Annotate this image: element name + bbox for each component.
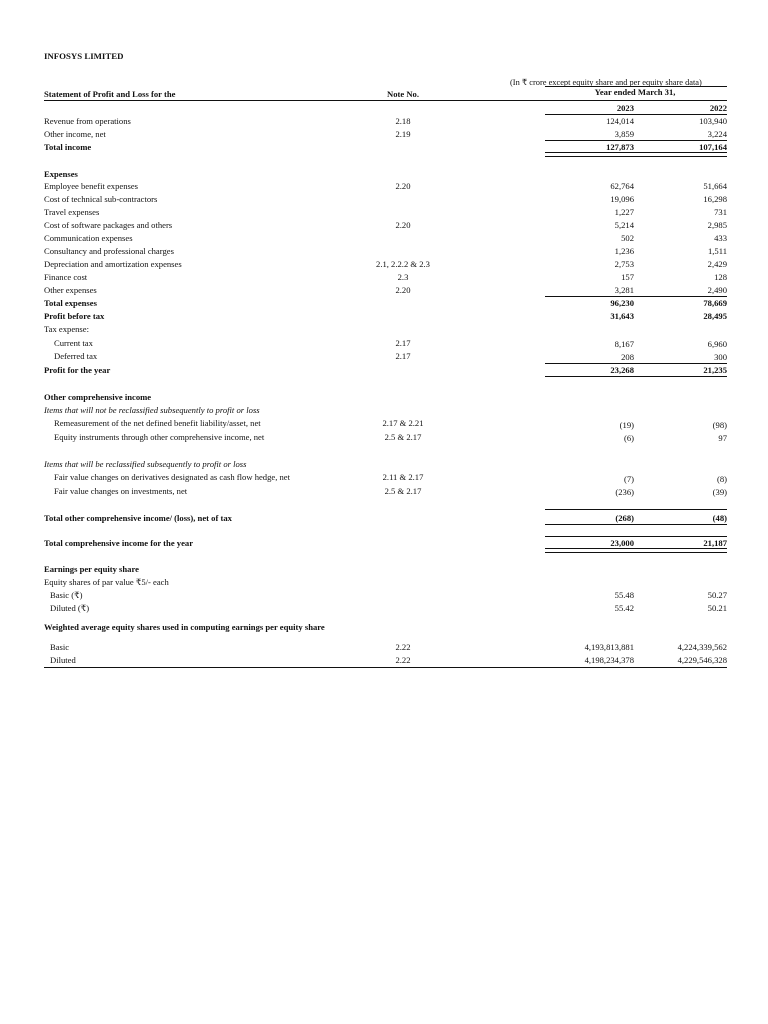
row-2022: 21,187	[703, 538, 727, 548]
row-note: 2.19	[395, 129, 411, 139]
row-note: 2.18	[395, 116, 411, 126]
row-2022: 28,495	[703, 311, 727, 321]
row-2022: 300	[714, 352, 727, 362]
row-2022: 2,985	[707, 220, 727, 230]
row-2023: 8,167	[614, 339, 634, 349]
row-2022: 78,669	[703, 298, 727, 308]
row-2023: 3,281	[614, 285, 634, 295]
row-2023: 208	[621, 352, 634, 362]
row-note: 2.3	[397, 272, 409, 282]
row-2023: 31,643	[610, 311, 634, 321]
row-note: 2.20	[395, 220, 411, 230]
table-bottom-rule	[44, 667, 727, 668]
total-rule	[545, 524, 727, 525]
row-2023: 55.48	[614, 590, 634, 600]
weighted-average-heading: Weighted average equity shares used in computing earnings per equity share	[44, 622, 325, 632]
row-2022: (8)	[716, 474, 727, 484]
row-label: Remeasurement of the net defined benefit liability/asset, net	[54, 418, 261, 428]
row-2022: (48)	[712, 513, 727, 523]
eps-heading: Earnings per equity share	[44, 564, 139, 574]
row-2022: 1,511	[707, 246, 727, 256]
row-label: Cost of technical sub-contractors	[44, 194, 158, 204]
row-label: Equity instruments through other comprehensive income, net	[54, 432, 265, 442]
oci-heading: Other comprehensive income	[44, 392, 152, 402]
row-label: Travel expenses	[44, 207, 100, 217]
row-2023: (7)	[623, 474, 634, 484]
row-2023: 1,236	[614, 246, 634, 256]
row-2022: 4,224,339,562	[677, 642, 727, 652]
row-2023: 3,859	[614, 129, 634, 139]
row-label: Total income	[44, 142, 92, 152]
row-2023: (19)	[619, 420, 634, 430]
year-rule	[545, 114, 727, 115]
subtotal-rule	[545, 363, 727, 364]
subtotal-rule	[545, 536, 727, 537]
row-2023: 5,214	[614, 220, 634, 230]
row-label: Depreciation and amortization expenses	[44, 259, 182, 269]
row-label: Diluted	[50, 655, 76, 665]
row-label: Total expenses	[44, 298, 97, 308]
company-name: INFOSYS LIMITED	[44, 51, 124, 61]
row-2022: 2,490	[707, 285, 727, 295]
row-label: Profit before tax	[44, 311, 105, 321]
header-rule	[44, 100, 727, 101]
row-2022: 103,940	[699, 116, 727, 126]
row-label: Current tax	[54, 338, 93, 348]
row-label: Communication expenses	[44, 233, 133, 243]
row-note: 2.20	[395, 285, 411, 295]
row-label: Profit for the year	[44, 365, 111, 375]
period-header: Year ended March 31,	[594, 87, 676, 97]
row-2022: 6,960	[707, 339, 727, 349]
row-2023: (6)	[623, 433, 634, 443]
row-2022: 107,164	[699, 142, 727, 152]
row-note: 2.22	[395, 655, 411, 665]
row-label: Total other comprehensive income/ (loss), net of tax	[44, 513, 232, 523]
row-2023: 62,764	[610, 181, 634, 191]
row-label: Consultancy and professional charges	[44, 246, 174, 256]
row-2023: 2,753	[614, 259, 634, 269]
row-2023: 19,096	[610, 194, 634, 204]
row-label: Other expenses	[44, 285, 97, 295]
row-2023: 502	[621, 233, 634, 243]
row-note: 2.17 & 2.21	[382, 418, 424, 428]
row-2022: 21,235	[703, 365, 727, 375]
tax-expense-label: Tax expense:	[44, 324, 89, 334]
row-note: 2.22	[395, 642, 411, 652]
row-label: Revenue from operations	[44, 116, 131, 126]
row-note: 2.1, 2.2.2 & 2.3	[376, 259, 430, 269]
row-note: 2.17	[395, 351, 411, 361]
reclass-heading: Items that will be reclassified subsequently to profit or loss	[44, 459, 247, 469]
row-note: 2.5 & 2.17	[384, 486, 422, 496]
row-label: Deferred tax	[54, 351, 98, 361]
row-2022: 128	[714, 272, 727, 282]
row-2023: 157	[621, 272, 634, 282]
statement-title: Statement of Profit and Loss for the	[44, 89, 176, 99]
row-note: 2.5 & 2.17	[384, 432, 422, 442]
row-2022: 3,224	[707, 129, 727, 139]
not-reclass-heading: Items that will not be reclassified subsequently to profit or loss	[44, 405, 260, 415]
row-2022: 51,664	[703, 181, 727, 191]
row-label: Cost of software packages and others	[44, 220, 173, 230]
row-2023: 4,193,813,881	[584, 642, 634, 652]
row-2022: 50.21	[707, 603, 727, 613]
subtotal-rule	[545, 509, 727, 510]
total-double-rule	[545, 548, 727, 553]
year-2023-header: 2023	[616, 103, 634, 113]
row-2023: 96,230	[610, 298, 634, 308]
row-label: Basic (₹)	[50, 590, 83, 600]
expenses-heading: Expenses	[44, 169, 78, 179]
row-2023: (236)	[615, 487, 634, 497]
row-note: 2.20	[395, 181, 411, 191]
subtotal-rule	[545, 296, 727, 297]
row-2022: 16,298	[703, 194, 727, 204]
row-2023: 4,198,234,378	[584, 655, 634, 665]
row-label: Employee benefit expenses	[44, 181, 139, 191]
note-header: Note No.	[387, 89, 419, 99]
row-2022: 433	[714, 233, 727, 243]
row-note: 2.11 & 2.17	[382, 472, 424, 482]
row-label: Other income, net	[44, 129, 106, 139]
row-label: Basic	[50, 642, 70, 652]
row-label: Finance cost	[44, 272, 88, 282]
row-2023: 23,000	[610, 538, 634, 548]
row-2023: 127,873	[606, 142, 634, 152]
year-2022-header: 2022	[709, 103, 727, 113]
row-label: Diluted (₹)	[50, 603, 90, 613]
total-rule	[545, 376, 727, 377]
row-2022: 4,229,546,328	[677, 655, 727, 665]
period-top-rule	[545, 86, 727, 87]
row-2023: 1,227	[614, 207, 634, 217]
row-2023: (268)	[615, 513, 634, 523]
row-2022: 50.27	[707, 590, 727, 600]
row-note: 2.17	[395, 338, 411, 348]
row-2023: 55.42	[614, 603, 634, 613]
subtotal-rule	[545, 140, 727, 141]
row-2022: 731	[714, 207, 727, 217]
row-2022: (98)	[712, 420, 727, 430]
row-2022: 2,429	[707, 259, 727, 269]
row-2023: 124,014	[606, 116, 634, 126]
row-label: Total comprehensive income for the year	[44, 538, 194, 548]
par-value-label: Equity shares of par value ₹5/- each	[44, 577, 169, 587]
row-2022: 97	[718, 433, 727, 443]
row-label: Fair value changes on investments, net	[54, 486, 188, 496]
total-double-rule	[545, 152, 727, 157]
row-2023: 23,268	[610, 365, 634, 375]
row-label: Fair value changes on derivatives designated as cash flow hedge, net	[54, 472, 291, 482]
unit-note: (In ₹ crore except equity share and per equity share data)	[510, 78, 702, 87]
row-2022: (39)	[712, 487, 727, 497]
